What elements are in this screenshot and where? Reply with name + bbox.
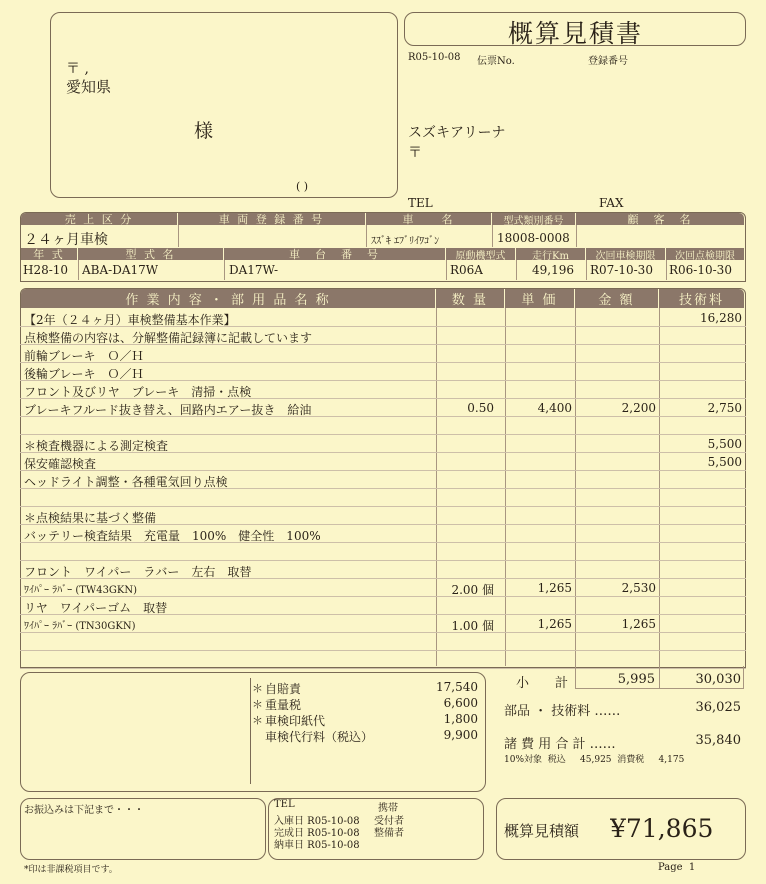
work-desc: ﾜｲﾊﾟｰ ﾗﾊﾞｰ (TW43GKN) (24, 585, 138, 596)
table-row (20, 345, 746, 363)
work-desc: 【2年（２４ヶ月）車検整備基本作業】 (24, 313, 236, 327)
fees-total-value: 35,840 (695, 733, 741, 748)
chassis-value: DA17W- (229, 263, 279, 277)
footer-tel: TEL (274, 799, 295, 810)
fee-mark: ＊ (252, 714, 263, 727)
slip-no-label: 伝票No. (477, 56, 515, 67)
table-row (20, 327, 746, 345)
fee-mark: ＊ (252, 698, 263, 711)
fee-value: 17,540 (436, 680, 478, 694)
work-h-qty: 数 量 (436, 289, 505, 308)
table-row (20, 453, 746, 471)
vh2-engine: 原動機型式 (446, 248, 516, 260)
work-h-unit: 単 価 (505, 289, 575, 308)
engine-value: R06A (450, 263, 483, 277)
doc-date: R05-10-08 (408, 52, 461, 63)
vh1-reg-no: 車 両 登 録 番 号 (178, 213, 366, 225)
work-desc: フロント ワイパー ラバー 左右 取替 (24, 565, 252, 579)
customer-paren: ( ) (296, 180, 309, 193)
table-row (20, 633, 746, 651)
table-row (20, 525, 746, 543)
work-desc: ブレーキフルード抜き替え、回路内エアー抜き 給油 (24, 403, 312, 417)
customer-pref: 愛知県 (66, 78, 112, 96)
work-tech: 5,500 (707, 437, 742, 451)
footer-mobile: 携帯 (378, 803, 398, 814)
type-no-value: 18008-0008 (497, 231, 570, 245)
fees-total-label: 諸 費 用 合 計 …… (504, 737, 616, 752)
table-row (20, 507, 746, 525)
work-tech: 16,280 (700, 311, 742, 325)
reg-no-label: 登録番号 (588, 56, 628, 67)
parts-tech-label: 部品 ・ 技術料 …… (504, 704, 621, 719)
work-desc: ヘッドライト調整・各種電気回り点検 (24, 475, 228, 489)
work-amount: 2,200 (621, 401, 656, 415)
table-row (20, 417, 746, 435)
work-desc: バッテリー検査結果 充電量 100% 健全性 100% (24, 529, 321, 543)
vh1-sales-type: 売 上 区 分 (21, 213, 178, 225)
work-tech: 2,750 (707, 401, 742, 415)
transfer-note: お振込みは下記まで・・・ (24, 805, 144, 816)
fee-value: 9,900 (443, 728, 478, 742)
page-title: 概算見積書 (508, 19, 644, 48)
fee-value: 1,800 (443, 712, 478, 726)
fee-mark: ＊ (252, 682, 263, 695)
subtotal-amount: 5,995 (617, 672, 655, 687)
table-row (20, 399, 746, 417)
customer-box (50, 12, 398, 198)
table-row (20, 471, 746, 489)
work-desc: 後輪ブレーキ Ｏ／Ｈ (24, 367, 144, 381)
work-h-tech: 技術料 (659, 289, 744, 308)
work-desc: フロント及びリヤ ブレーキ 清掃・点検 (24, 385, 252, 399)
km-value: 49,196 (532, 263, 574, 277)
table-row (20, 597, 746, 615)
customer-honorific: 様 (194, 120, 214, 142)
work-desc: リヤ ワイパーゴム 取替 (24, 601, 168, 615)
subtotal-label: 小 計 (516, 676, 569, 691)
vh2-km: 走行Km (516, 248, 586, 260)
work-desc: ＊検査機器による測定検査 (24, 439, 169, 453)
work-qty: 1.00 個 (451, 619, 494, 633)
dealer-name: スズキアリーナ (408, 125, 506, 141)
fee-label: 自賠責 (265, 682, 302, 696)
table-row (20, 561, 746, 579)
vh2-year: 年 式 (21, 248, 78, 260)
subtotal-tech: 30,030 (695, 672, 741, 687)
table-row (20, 309, 746, 327)
done-date: 完成日 R05-10-08 (274, 828, 360, 839)
dealer-tel-label: TEL (408, 196, 433, 210)
model-value: ABA-DA17W (82, 263, 159, 277)
customer-postal: 〒 , (66, 61, 89, 77)
year-value: H28-10 (23, 263, 69, 277)
table-row (20, 489, 746, 507)
grand-value: ¥71,865 (610, 814, 714, 843)
sales-type-value: ２４ヶ月車検 (24, 232, 108, 248)
work-desc: 保安確認検査 (24, 457, 97, 471)
work-amount: 2,530 (621, 581, 656, 595)
vh2-next-inspect: 次回車検期限 (586, 248, 666, 260)
fee-label: 車検代行料（税込） (265, 730, 374, 744)
table-row (20, 543, 746, 561)
work-unit: 4,400 (537, 401, 572, 415)
table-row (20, 579, 746, 597)
table-row (20, 651, 746, 669)
in-date: 入庫日 R05-10-08 (274, 816, 360, 827)
dealer-postal: 〒 (408, 145, 422, 161)
mechanic: 整備者 (374, 828, 404, 839)
tax-line: 10%対象 税込 45,925 消費税 4,175 (504, 755, 685, 765)
grand-label: 概算見積額 (504, 822, 580, 840)
work-desc: 前輪ブレーキ Ｏ／Ｈ (24, 349, 144, 363)
work-qty: 0.50 (467, 401, 494, 415)
work-h-amount: 金 額 (575, 289, 659, 308)
work-unit: 1,265 (537, 617, 572, 631)
vh1-customer: 顧 客 名 (576, 213, 744, 225)
fee-value: 6,600 (443, 696, 478, 710)
work-amount: 1,265 (621, 617, 656, 631)
receiver: 受付者 (374, 816, 404, 827)
parts-tech-value: 36,025 (695, 700, 741, 715)
page-number: Page 1 (658, 862, 696, 873)
fee-label: 重量税 (265, 698, 302, 712)
work-desc: ﾜｲﾊﾟｰ ﾗﾊﾞｰ (TN30GKN) (24, 621, 136, 632)
fee-label: 車検印紙代 (265, 714, 326, 728)
work-h-desc: 作 業 内 容 ・ 部 用 品 名 称 (21, 289, 436, 308)
next-check-value: R06-10-30 (669, 263, 732, 277)
work-desc: 点検整備の内容は、分解整備記録簿に記載しています (24, 331, 313, 345)
work-tech: 5,500 (707, 455, 742, 469)
dealer-fax-label: FAX (599, 196, 624, 210)
table-row (20, 615, 746, 633)
vh1-car-name: 車 名 (366, 213, 492, 225)
car-name-value: ｽｽﾞｷ ｴﾌﾞﾘｲﾜｺﾞﾝ (371, 236, 440, 247)
vh2-model: 型 式 名 (78, 248, 224, 260)
work-unit: 1,265 (537, 581, 572, 595)
work-desc: ＊点検結果に基づく整備 (24, 511, 157, 525)
nontax-note: *印は非課税項目です。 (24, 865, 118, 875)
table-row (20, 381, 746, 399)
vh1-type-no: 型式類別番号 (492, 213, 576, 225)
next-inspect-value: R07-10-30 (590, 263, 653, 277)
table-row (20, 435, 746, 453)
vh2-next-check: 次回点検期限 (666, 248, 744, 260)
delivery-date: 納車日 R05-10-08 (274, 840, 360, 851)
vh2-chassis: 車 台 番 号 (224, 248, 446, 260)
table-row (20, 363, 746, 381)
work-qty: 2.00 個 (451, 583, 494, 597)
